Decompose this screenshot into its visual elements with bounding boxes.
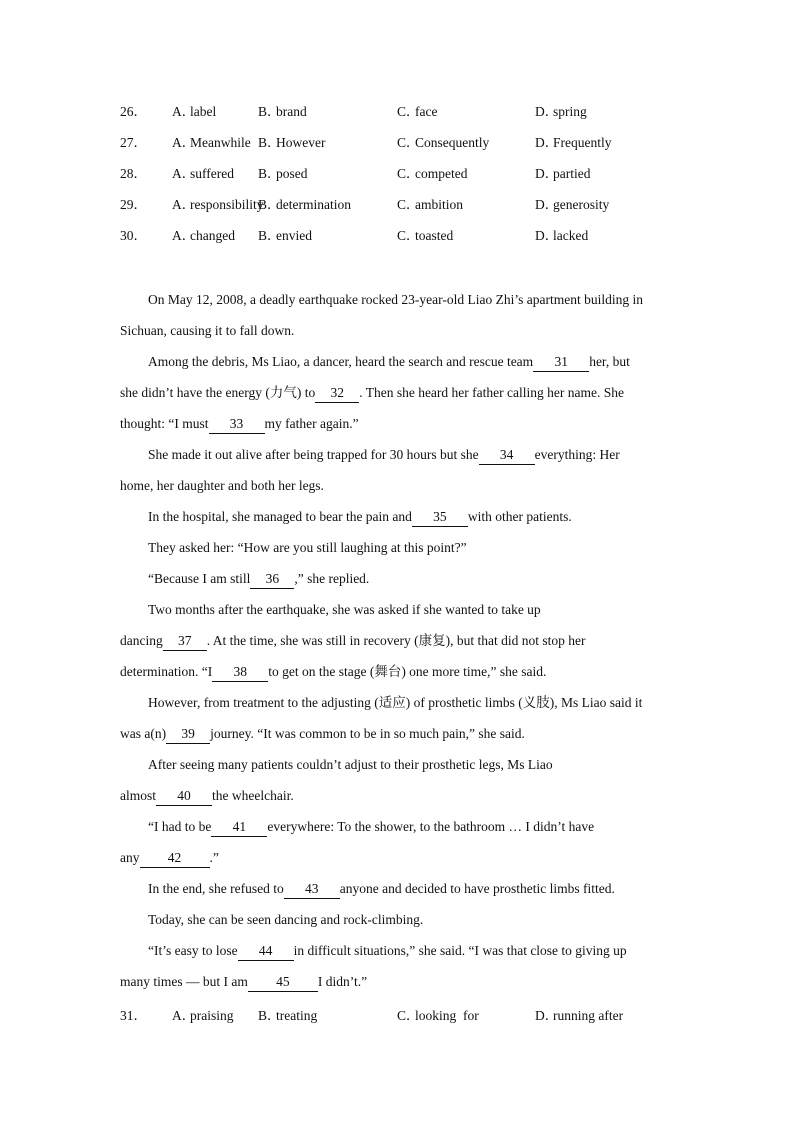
option-c[interactable]: C．Consequently <box>397 135 490 150</box>
option-b[interactable]: B．treating <box>258 1008 318 1023</box>
question-number: 31． <box>120 1008 147 1023</box>
option-c[interactable]: C．face <box>397 104 438 119</box>
question-number: 26． <box>120 104 147 119</box>
option-c[interactable]: C．looking for <box>397 1008 479 1023</box>
question-number: 29． <box>120 197 147 212</box>
blank-38[interactable]: 38 <box>212 663 268 682</box>
question-number: 27． <box>120 135 147 150</box>
option-d[interactable]: D．spring <box>535 104 587 119</box>
option-a[interactable]: A．changed <box>172 228 235 243</box>
paragraph-line: On May 12, 2008, a deadly earthquake rocked 23-year-old Liao Zhi’s apartment building in <box>148 292 643 307</box>
paragraph-line: Sichuan, causing it to fall down. <box>120 323 295 338</box>
option-a[interactable]: A．responsibility <box>172 197 264 212</box>
blank-35[interactable]: 35 <box>412 508 468 527</box>
paragraph-line: In the hospital, she managed to bear the pain and 35 with other patients. <box>120 501 675 532</box>
paragraph-line: Today, she can be seen dancing and rock-climbing. <box>148 912 424 927</box>
option-d[interactable]: D．Frequently <box>535 135 612 150</box>
option-d[interactable]: D．generosity <box>535 197 610 212</box>
question-31 <box>120 1005 680 1027</box>
blank-31[interactable]: 31 <box>533 353 589 372</box>
paragraph-line: she didn’t have the energy (力气) to 32 . Then she heard her father calling her name. She <box>120 377 675 408</box>
blank-32[interactable]: 32 <box>315 384 359 403</box>
question-30 <box>120 225 680 247</box>
paragraph-line: Two months after the earthquake, she was asked if she wanted to take up <box>148 602 541 617</box>
option-c[interactable]: C．ambition <box>397 197 463 212</box>
blank-41[interactable]: 41 <box>211 818 267 837</box>
question-29 <box>120 194 680 216</box>
blank-34[interactable]: 34 <box>479 446 535 465</box>
option-c[interactable]: C．competed <box>397 166 468 181</box>
blank-40[interactable]: 40 <box>156 787 212 806</box>
paragraph-line: Among the debris, Ms Liao, a dancer, heard the search and rescue team 31 her, but <box>120 346 675 377</box>
paragraph-line: “Because I am still 36 ,” she replied. <box>120 563 675 594</box>
option-d[interactable]: D．partied <box>535 166 591 181</box>
question-number: 28． <box>120 166 147 181</box>
option-b[interactable]: B．envied <box>258 228 312 243</box>
paragraph-line: was a(n) 39 journey. “It was common to be in so much pain,” she said. <box>120 718 675 749</box>
option-a[interactable]: A．label <box>172 104 217 119</box>
option-d[interactable]: D．running after <box>535 1008 624 1023</box>
blank-39[interactable]: 39 <box>166 725 210 744</box>
option-a[interactable]: A．suffered <box>172 166 234 181</box>
paragraph-line: “It’s easy to lose 44 in difficult situations,” she said. “I was that close to giving up <box>120 935 675 966</box>
paragraph-line: However, from treatment to the adjusting (适应) of prosthetic limbs (义肢), Ms Liao said it <box>148 695 643 710</box>
blank-33[interactable]: 33 <box>209 415 265 434</box>
blank-36[interactable]: 36 <box>250 570 294 589</box>
option-a[interactable]: A．praising <box>172 1008 234 1023</box>
blank-44[interactable]: 44 <box>238 942 294 961</box>
blank-37[interactable]: 37 <box>163 632 207 651</box>
paragraph-line: “I had to be 41 everywhere: To the shower, to the bathroom … I didn’t have <box>120 811 675 842</box>
paragraph-line: many times — but I am 45 I didn’t.” <box>120 966 675 997</box>
option-b[interactable]: B．However <box>258 135 326 150</box>
question-number: 30． <box>120 228 147 243</box>
paragraph-line: almost 40 the wheelchair. <box>120 780 675 811</box>
question-27 <box>120 132 680 154</box>
paragraph-line: any 42 .” <box>120 842 675 873</box>
blank-42[interactable]: 42 <box>140 849 210 868</box>
paragraph-line: home, her daughter and both her legs. <box>120 478 324 493</box>
question-26 <box>120 101 680 123</box>
paragraph-line: She made it out alive after being trapped for 30 hours but she 34 everything: Her <box>120 439 675 470</box>
option-d[interactable]: D．lacked <box>535 228 589 243</box>
blank-45[interactable]: 45 <box>248 973 318 992</box>
option-c[interactable]: C．toasted <box>397 228 454 243</box>
paragraph-line: determination. “I 38 to get on the stage (舞台) one more time,” she said. <box>120 656 675 687</box>
option-b[interactable]: B．brand <box>258 104 307 119</box>
paragraph-line: They asked her: “How are you still laughing at this point?” <box>148 540 467 555</box>
option-a[interactable]: A．Meanwhile <box>172 135 251 150</box>
paragraph-line: dancing 37 . At the time, she was still in recovery (康复), but that did not stop her <box>120 625 675 656</box>
paragraph-line: In the end, she refused to 43 anyone and decided to have prosthetic limbs fitted. <box>120 873 675 904</box>
question-28 <box>120 163 680 185</box>
option-b[interactable]: B．determination <box>258 197 351 212</box>
blank-43[interactable]: 43 <box>284 880 340 899</box>
paragraph-line: After seeing many patients couldn’t adjust to their prosthetic legs, Ms Liao <box>148 757 553 772</box>
paragraph-line: thought: “I must 33 my father again.” <box>120 408 675 439</box>
passage <box>120 284 675 997</box>
option-b[interactable]: B．posed <box>258 166 308 181</box>
